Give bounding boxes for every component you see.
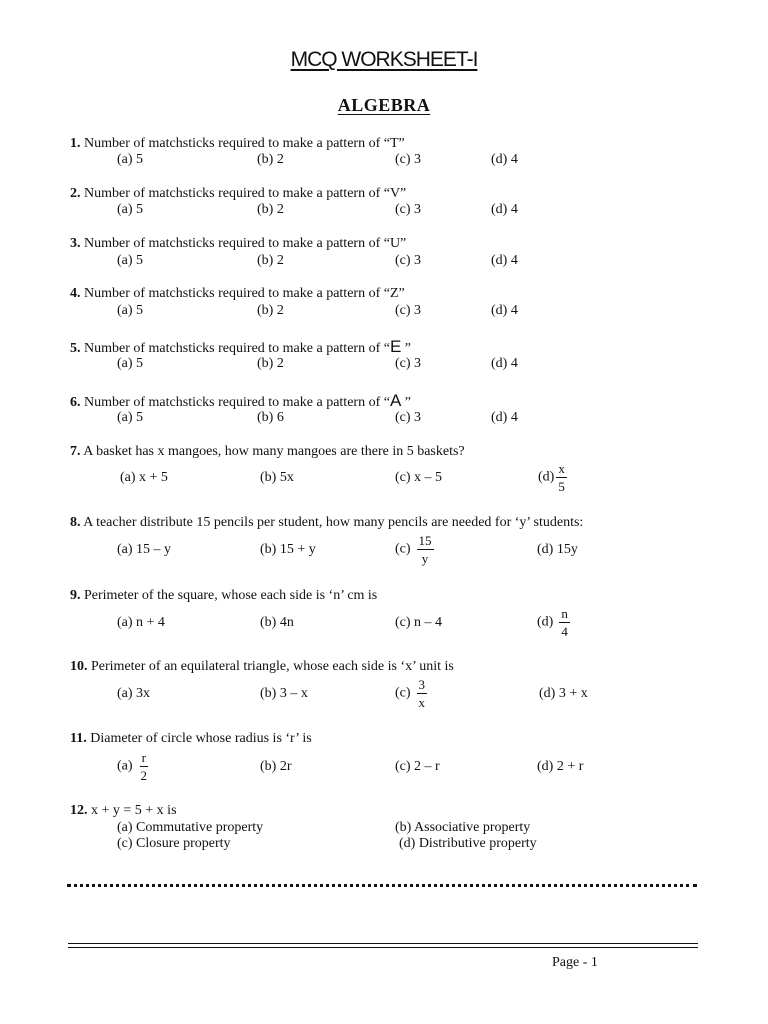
pattern-letter-e: E — [389, 337, 402, 356]
q3-option-d: (d) 4 — [491, 253, 518, 268]
q4-option-d: (d) 4 — [491, 303, 518, 318]
q7-option-d: (d) $\frac{x}{5}$ — [538, 461, 565, 494]
pattern-letter-a: A — [389, 391, 402, 410]
q7-option-d-fraction: $\frac{x}{5}$ — [558, 461, 565, 494]
q11-option-d: (d) 2 + r — [537, 759, 584, 774]
q10-option-c: (c) $\frac{3}{x}$ — [395, 677, 426, 710]
q9-option-d-fraction: $\frac{n}{4}$ — [561, 606, 568, 639]
q1-option-d: (d) 4 — [491, 152, 518, 167]
question-4: 4. Number of matchsticks required to make a pattern of “Z” — [70, 286, 405, 301]
footer-rule-bottom — [68, 947, 698, 948]
q8-option-c: (c) $\frac{15}{y}$ — [395, 533, 432, 566]
q4-option-b: (b) 2 — [257, 303, 284, 318]
q4-option-c: (c) 3 — [395, 303, 422, 318]
question-2: 2. Number of matchsticks required to make a pattern of “V” — [70, 186, 407, 201]
q2-option-a: (a) 5 — [117, 202, 144, 217]
q7-option-b: (b) 5x — [260, 470, 294, 485]
footer-rule-top — [68, 943, 698, 944]
q6-option-d: (d) 4 — [491, 410, 518, 425]
q11-option-a-fraction: $\frac{r}{2}$ — [140, 750, 148, 783]
question-9: 9. Perimeter of the square, whose each side is ‘n’ cm is — [70, 588, 378, 603]
q5-option-c: (c) 3 — [395, 356, 422, 371]
q10-option-b: (b) 3 – x — [260, 686, 308, 701]
page-number: Page - 1 — [552, 955, 598, 970]
q1-option-b: (b) 2 — [257, 152, 284, 167]
q9-option-b: (b) 4n — [260, 615, 294, 630]
q12-option-c: (c) Closure property — [117, 836, 231, 851]
question-6: 6. Number of matchsticks required to make a pattern of “A ” — [70, 391, 412, 410]
worksheet-title: MCQ WORKSHEET-I — [290, 48, 478, 71]
q8-option-a: (a) 15 – y — [117, 542, 172, 557]
q3-option-b: (b) 2 — [257, 253, 284, 268]
q11-option-b: (b) 2r — [260, 759, 292, 774]
question-8: 8. A teacher distribute 15 pencils per student, how many pencils are needed for ‘y’ students: — [70, 515, 584, 530]
q12-option-b: (b) Associative property — [395, 820, 531, 835]
subject-heading: ALGEBRA — [337, 95, 431, 115]
q11-option-a: (a) $\frac{r}{2}$ — [117, 750, 148, 783]
q1-option-a: (a) 5 — [117, 152, 144, 167]
q12-option-d: (d) Distributive property — [399, 836, 537, 851]
q5-option-d: (d) 4 — [491, 356, 518, 371]
q10-option-d: (d) 3 + x — [539, 686, 588, 701]
q12-option-a: (a) Commutative property — [117, 820, 264, 835]
question-1: 1. Number of matchsticks required to make a pattern of “T” — [70, 136, 405, 151]
question-12: 12. x + y = 5 + x is — [70, 803, 177, 818]
q11-option-c: (c) 2 – r — [395, 759, 440, 774]
q5-option-b: (b) 2 — [257, 356, 284, 371]
q9-option-c: (c) n – 4 — [395, 615, 443, 630]
question-3: 3. Number of matchsticks required to make a pattern of “U” — [70, 236, 407, 251]
question-5: 5. Number of matchsticks required to make a pattern of “E ” — [70, 337, 412, 356]
q7-option-c: (c) x – 5 — [395, 470, 443, 485]
q2-option-c: (c) 3 — [395, 202, 422, 217]
q8-option-b: (b) 15 + y — [260, 542, 316, 557]
q6-option-a: (a) 5 — [117, 410, 144, 425]
q7-option-a: (a) x + 5 — [120, 470, 168, 485]
q2-option-b: (b) 2 — [257, 202, 284, 217]
q3-option-c: (c) 3 — [395, 253, 422, 268]
q6-option-b: (b) 6 — [257, 410, 284, 425]
question-7: 7. A basket has x mangoes, how many mangoes are there in 5 baskets? — [70, 444, 465, 459]
q4-option-a: (a) 5 — [117, 303, 144, 318]
q10-option-c-fraction: $\frac{3}{x}$ — [418, 677, 426, 710]
q10-option-a: (a) 3x — [117, 686, 151, 701]
q6-option-c: (c) 3 — [395, 410, 422, 425]
q5-option-a: (a) 5 — [117, 356, 144, 371]
question-11: 11. Diameter of circle whose radius is ‘r’ is — [70, 731, 312, 746]
question-10: 10. Perimeter of an equilateral triangle, whose each side is ‘x’ unit is — [70, 659, 454, 674]
q8-option-d: (d) 15y — [537, 542, 578, 557]
q9-option-d: (d) $\frac{n}{4}$ — [537, 606, 568, 639]
q3-option-a: (a) 5 — [117, 253, 144, 268]
q9-option-a: (a) n + 4 — [117, 615, 165, 630]
q1-option-c: (c) 3 — [395, 152, 422, 167]
q8-option-c-fraction: $\frac{15}{y}$ — [418, 533, 432, 566]
q2-option-d: (d) 4 — [491, 202, 518, 217]
dotted-separator — [67, 884, 697, 887]
